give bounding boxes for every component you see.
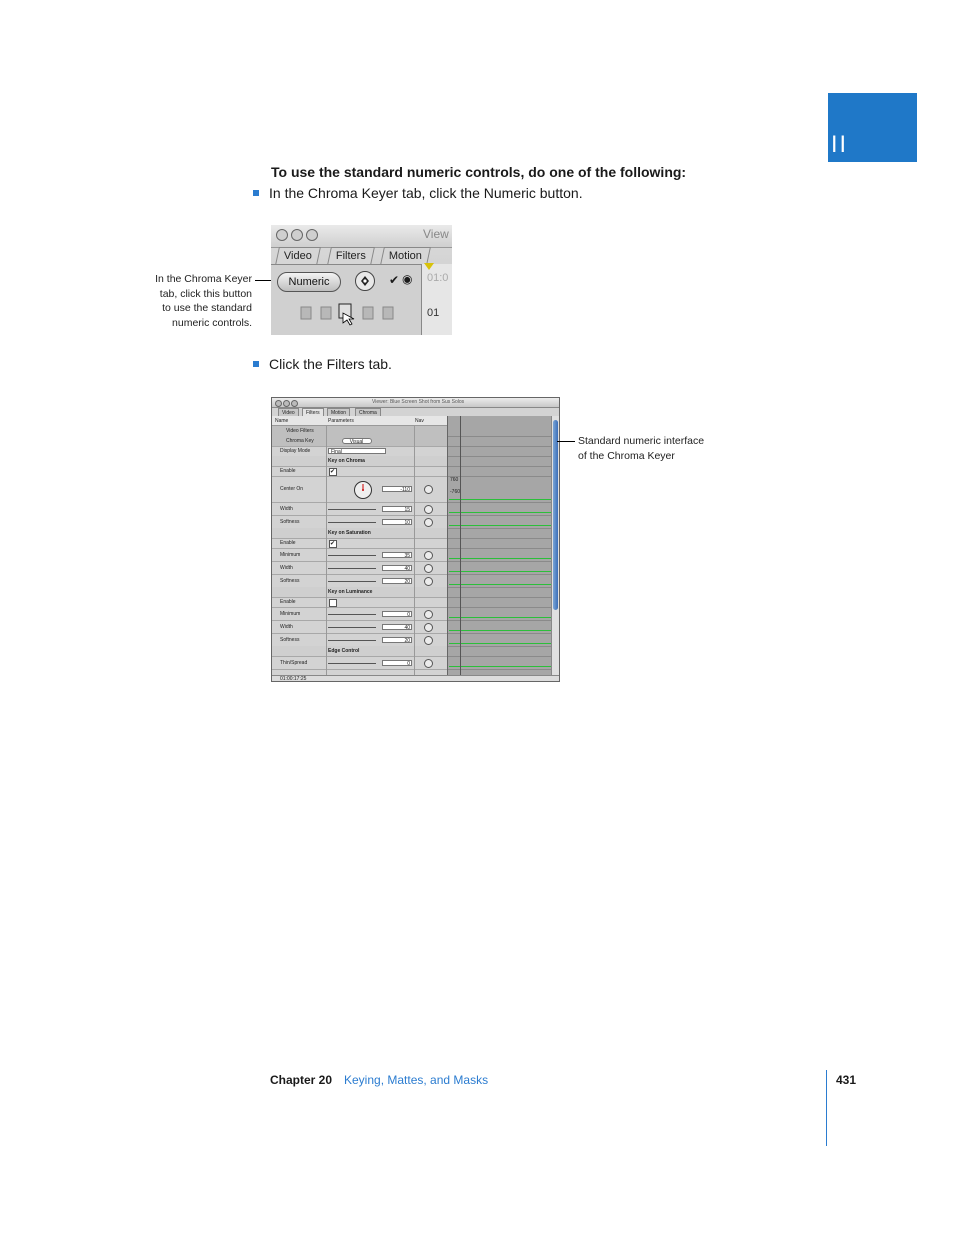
chroma-keyer-pane [271,264,421,335]
playhead-icon [424,263,434,270]
timeline-row [448,620,552,634]
footer-divider [826,1070,827,1146]
timeline-row [448,574,552,588]
numeric-button-callout [140,272,252,330]
bullet-text: Click the Filters tab. [269,356,392,372]
playhead-line[interactable] [460,416,461,675]
parameter-row [272,548,447,562]
keyframe-button-icon[interactable] [424,564,433,573]
parameter-name: Softness [280,577,300,584]
value-graph-line [449,499,551,500]
part-tab-label: II [831,133,848,158]
callout-line: In the Chroma Keyer [155,273,252,285]
parameter-name: Thin/Spread [280,659,308,666]
parameter-slider[interactable] [328,509,376,510]
parameter-name: Enable [280,540,296,546]
zoom-icon [291,400,298,407]
value-graph-line [449,643,551,644]
parameter-slider[interactable] [328,555,376,556]
parameter-name: Minimum [280,610,301,617]
parameter-name: Key on Saturation [328,530,371,536]
parameter-row [272,620,447,634]
bullet-square-icon [253,361,259,367]
value-graph-line [449,525,551,526]
timecode-bottom: 01 [427,307,440,319]
graph-max-label: 760 [450,477,459,483]
timeline-row [448,656,552,670]
tab-video[interactable]: Video [275,247,321,265]
parameter-slider[interactable] [328,522,376,523]
parameter-row [272,502,447,516]
visual-button[interactable]: Visual [342,438,372,444]
value-graph-line [449,558,551,559]
callout-line: tab, click this button [159,287,252,300]
parameter-slider[interactable] [328,663,376,664]
keyframe-button-icon[interactable] [424,505,433,514]
keyframe-button-icon[interactable] [424,551,433,560]
parameter-name: Enable [280,599,296,605]
tab-motion[interactable]: Motion [327,408,350,417]
bullet-square-icon [253,190,259,196]
column-nav: Nav [415,418,424,424]
keyframe-button-icon[interactable] [424,636,433,645]
chapter-title: Keying, Mattes, and Masks [344,1073,489,1087]
parameter-value-field[interactable]: 35 [382,552,412,558]
close-icon [276,229,288,241]
timeline-row [448,548,552,562]
parameter-slider[interactable] [328,627,376,628]
column-divider [326,425,327,675]
value-graph-line [449,512,551,513]
chapter-label: Chapter 20 [270,1073,333,1087]
part-tab [828,93,917,162]
callout-leader-line [557,441,575,442]
parameter-name: Edge Control [328,648,360,654]
angle-dial[interactable] [354,481,372,499]
callout-line: Standard numeric interface [578,435,705,447]
timecode-top: 01:0 [427,272,449,284]
parameter-row [272,607,447,621]
parameter-name: Width [280,505,293,512]
callout-line: numeric controls. [172,316,252,329]
timeline-row [448,476,552,503]
parameter-row [272,633,447,647]
value-graph-line [449,666,551,667]
parameter-row [272,656,447,670]
callout-line: of the Chroma Keyer [578,449,675,462]
parameter-name: Chroma Key [286,438,314,444]
tab-filters[interactable]: Filters [327,247,375,265]
tab-motion[interactable]: Motion [380,247,431,265]
parameter-row [272,515,447,529]
parameter-name: Width [280,564,293,571]
parameter-name: Enable [280,468,296,474]
tab-video[interactable]: Video [278,408,299,417]
parameter-value-field[interactable]: 20 [382,578,412,584]
parameter-value-field[interactable]: 20 [382,637,412,643]
parameter-row [272,476,447,503]
display-mode-popup[interactable]: Final [328,448,386,454]
eye-icon[interactable]: ◉ [402,272,413,286]
current-timecode: 01:00:17:25 [280,676,307,682]
column-divider [414,425,415,675]
timeline-row [448,633,552,647]
parameter-name: Minimum [280,551,301,558]
viewer-title: Viewer: Blue Screen Shot from Sus Solos [372,399,465,405]
zoom-icon [306,229,318,241]
minimize-icon [291,229,303,241]
viewer-titlebar [272,398,559,408]
enable-checkbox[interactable] [329,599,337,607]
timeline-row [448,607,552,621]
parameter-value-field[interactable]: 0 [382,660,412,666]
parameter-slider[interactable] [328,614,376,615]
parameter-slider[interactable] [328,568,376,569]
checkmark-icon[interactable]: ✔ [389,273,400,287]
scrollbar-thumb[interactable] [553,420,558,610]
parameter-slider[interactable] [328,640,376,641]
value-graph-line [449,584,551,585]
column-parameters: Parameters [328,418,354,424]
parameter-name: Display Mode [280,448,311,454]
parameter-name: Video Filters [286,428,314,434]
chroma-keyer-numeric-screenshot [271,397,560,682]
close-icon [275,400,282,407]
keyframe-button-icon[interactable] [424,518,433,527]
value-graph-line [449,630,551,631]
parameter-row [272,574,447,588]
numeric-button-screenshot [271,225,452,335]
value-graph-line [449,571,551,572]
window-title: View [423,227,449,241]
eyedropper-toolbar [271,301,421,327]
parameter-value-field[interactable]: 10 [382,519,412,525]
enable-checkbox[interactable]: ✔ [330,469,336,475]
procedure-heading: To use the standard numeric controls, do one of the following: [271,164,687,180]
parameter-name: Width [280,623,293,630]
keyframe-icon[interactable] [355,271,375,291]
bullet-text: In the Chroma Keyer tab, click the Numeric button. [269,185,583,201]
parameter-value-field[interactable]: -110 [382,486,412,492]
parameter-name: Softness [280,518,300,525]
vertical-scrollbar[interactable] [551,416,560,675]
window-titlebar [271,225,452,248]
timeline-row [448,502,552,516]
parameter-value-field[interactable]: 0 [382,611,412,617]
parameter-row [272,561,447,575]
parameter-value-field[interactable]: 15 [382,506,412,512]
keyframe-button-icon[interactable] [424,623,433,632]
parameter-name: Key on Luminance [328,589,373,595]
graph-min-label: -760 [450,489,461,495]
numeric-button[interactable]: Numeric [277,272,341,292]
parameter-name: Key on Chroma [328,458,365,464]
column-name: Name [275,418,289,424]
value-graph-line [449,617,551,618]
parameter-name: Center On [280,486,304,492]
parameter-value-field[interactable]: 40 [382,565,412,571]
viewer-footer [272,675,559,682]
keyframe-button-icon[interactable] [424,577,433,586]
numeric-interface-callout [578,434,738,463]
parameter-slider[interactable] [328,581,376,582]
keyframe-timeline[interactable] [447,416,552,675]
timeline-row [448,561,552,575]
timeline-row [448,515,552,529]
bullet-item [253,185,583,201]
tab-filters[interactable]: Filters [302,408,324,417]
callout-line: to use the standard [162,302,252,315]
tab-chroma-keyer[interactable]: Chroma [355,408,381,417]
parameter-value-field[interactable]: 40 [382,624,412,630]
bullet-item [253,356,392,372]
page-number: 431 [836,1073,857,1087]
keyframe-button-icon[interactable] [424,659,433,668]
keyframe-button-icon[interactable] [424,485,433,494]
minimize-icon [283,400,290,407]
keyframe-button-icon[interactable] [424,610,433,619]
parameter-name: Softness [280,636,300,643]
enable-checkbox[interactable]: ✔ [330,541,336,547]
